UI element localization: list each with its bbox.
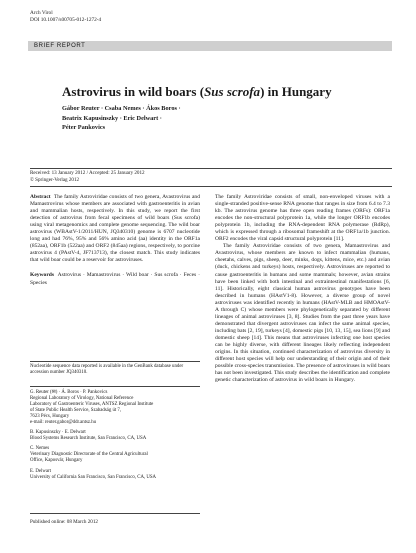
keywords — [30, 272, 200, 286]
affiliation-line: Veterinary Diagnostic Directorate of the Central Agricultural — [30, 452, 148, 458]
received-accepted: Received: 13 January 2012 / Accepted: 25 January 2012 — [30, 170, 145, 176]
affiliation-block — [30, 390, 202, 426]
affiliation-line: 7623 Pécs, Hungary — [30, 414, 70, 420]
affiliation-line: Office, Kaposvár, Hungary — [30, 458, 83, 464]
divider — [30, 168, 392, 169]
affiliation-line: G. Reuter (✉) · Á. Boros · P. Pankovics — [30, 390, 108, 395]
abstract — [30, 194, 200, 264]
copyright: © Springer-Verlag 2012 — [30, 176, 80, 183]
author-list — [62, 104, 242, 133]
author-line: Péter Pankovics — [62, 124, 106, 132]
journal-name: Arch Virol — [30, 10, 53, 16]
body-column — [215, 194, 390, 384]
affiliation-block — [30, 446, 202, 464]
affiliation-line: e-mail: reuter.gabor@ddr.antsz.hu — [30, 420, 97, 426]
body-paragraph: The family Astroviridae consists of two genera, Mamastrovirus and Avastrovirus, whose members are known to infect mammalian (humans, cheetahs, calves, pigs, sheep, deer, minks, dogs, kittens, mice, etc.) and avian (duck, chickens and turkeys) hosts, respectively. Astroviruses are reported to cause gastroenteritis in humans and some mammals; however, avian strains have been linked with both intestinal and extraintestinal manifestations [6, 11]. Historically, eight classical human astrovirus genotypes have been described in humans (HAstV1-8). However, a diverse group of novel astroviruses was identified recently in humans (HAstV-MLB and HMOAstV-A through C) whose members were phylogenetically separated by different lineages of animal astroviruses [3, 8]. Studies from the past three years have demonstrated that divergent astroviruses can infect the same animal species, including bats [2, 19], turkeys [4], domestic pigs [10, 13, 15], sea lions [9] and domestic sheep [14]. This means that astroviruses infecting one host species can be highly diverse, with different lineages likely reflecting independent origins. In this situation, continued characterization of astrovirus diversity in different host species will help our understanding of their origin and of their possible cross-species transmission. The presence of astroviruses in wild boars has not been investigated. This study describes the identification and complete genetic characterization of astrovirus in wild boars in Hungary. — [215, 243, 390, 384]
title-text: Astrovirus in wild boars (Sus scrofa) in Hungary — [62, 84, 332, 99]
species-name: Sus scrofa — [204, 84, 261, 99]
abstract-label: Abstract — [30, 194, 51, 200]
doi: DOI 10.1007/s00705-012-1272-4 — [30, 17, 102, 23]
body-paragraph: The family Astroviridae consists of small, non-enveloped viruses with a single-stranded positive-sense RNA genome that ranges in size from 6.4 to 7.3 kb. The astrovirus genome has three open reading frames (ORFs): ORF1a encodes the non-structural polyprotein 1a, while the longer ORF1b encodes polyprotein 1b, including the RNA-dependent RNA polymerase (RdRp), which is expressed through a ribosomal frameshift at the ORF1a/1b junction. ORF2 encodes the viral capsid structural polyprotein [11]. — [215, 194, 390, 243]
author-line: Beatrix Kapusinszky · Eric Delwart · — [62, 114, 162, 122]
article-type-bar: BRIEF REPORT — [28, 41, 392, 51]
affiliation-line: Blood Systems Research Institute, San Francisco, CA, USA — [30, 436, 147, 442]
affiliation-block — [30, 430, 202, 442]
keywords-label: Keywords — [30, 272, 55, 279]
affiliation-line: Regional Laboratory of Virology, National Reference — [30, 396, 134, 402]
affiliation-line: B. Kapusinszky · E. Delwart — [30, 430, 86, 436]
divider — [30, 513, 200, 514]
affiliation-line: of State Public Health Service, Szabadság út 7, — [30, 408, 122, 414]
article-dates — [30, 170, 145, 183]
author-line: Gábor Reuter · Csaba Nemes · Ákos Boros · — [62, 105, 181, 112]
published-date: Published online: 08 March 2012 — [30, 519, 98, 525]
keywords-text: Astrovirus · Mamastrovirus · Wild boar · Sus scrofa · Feces · Species — [30, 272, 200, 286]
affiliations — [30, 390, 202, 485]
affiliation-line: E. Delwart — [30, 468, 51, 474]
affiliation-block — [30, 469, 202, 481]
affiliation-line: Laboratory of Gastroenteric Viruses, ANTSZ Regional Institute — [30, 402, 154, 408]
abstract-text: The family Astroviridae consists of two genera, Avastrovirus and Mamastrovirus whose members are associated with gastroenteritis in avian and mammalian hosts, respectively. In this study, we report the first detection of astrovirus from fecal specimens of wild boars (Sus scrofa) using viral metagenomics and complete genome sequencing. The wild boar astrovirus (WBAstV-1/2011/HUN, JQ340310) genome is 6707 nucleotide long and had 76%, 95% and 56% amino acid (aa) identity in the ORF1a (852aa), ORF1b (522aa) and ORF2 (845aa) regions, respectively, to porcine astrovirus 4 (PAstV-4, JF713713), the closest match. This study indicates that wild boar could be a reservoir for astroviruses. — [30, 194, 200, 264]
affiliation-line: University of California San Francisco, San Francisco, CA, USA — [30, 474, 157, 480]
divider — [30, 186, 392, 187]
sequence-note: Nucleotide sequence data reported is available in the GenBank database under accession number JQ340310. — [30, 364, 184, 376]
divider — [30, 386, 200, 387]
divider — [30, 361, 200, 362]
affiliation-line: C. Nemes — [30, 446, 50, 452]
abstract-column — [30, 194, 200, 287]
article-title — [62, 84, 332, 100]
